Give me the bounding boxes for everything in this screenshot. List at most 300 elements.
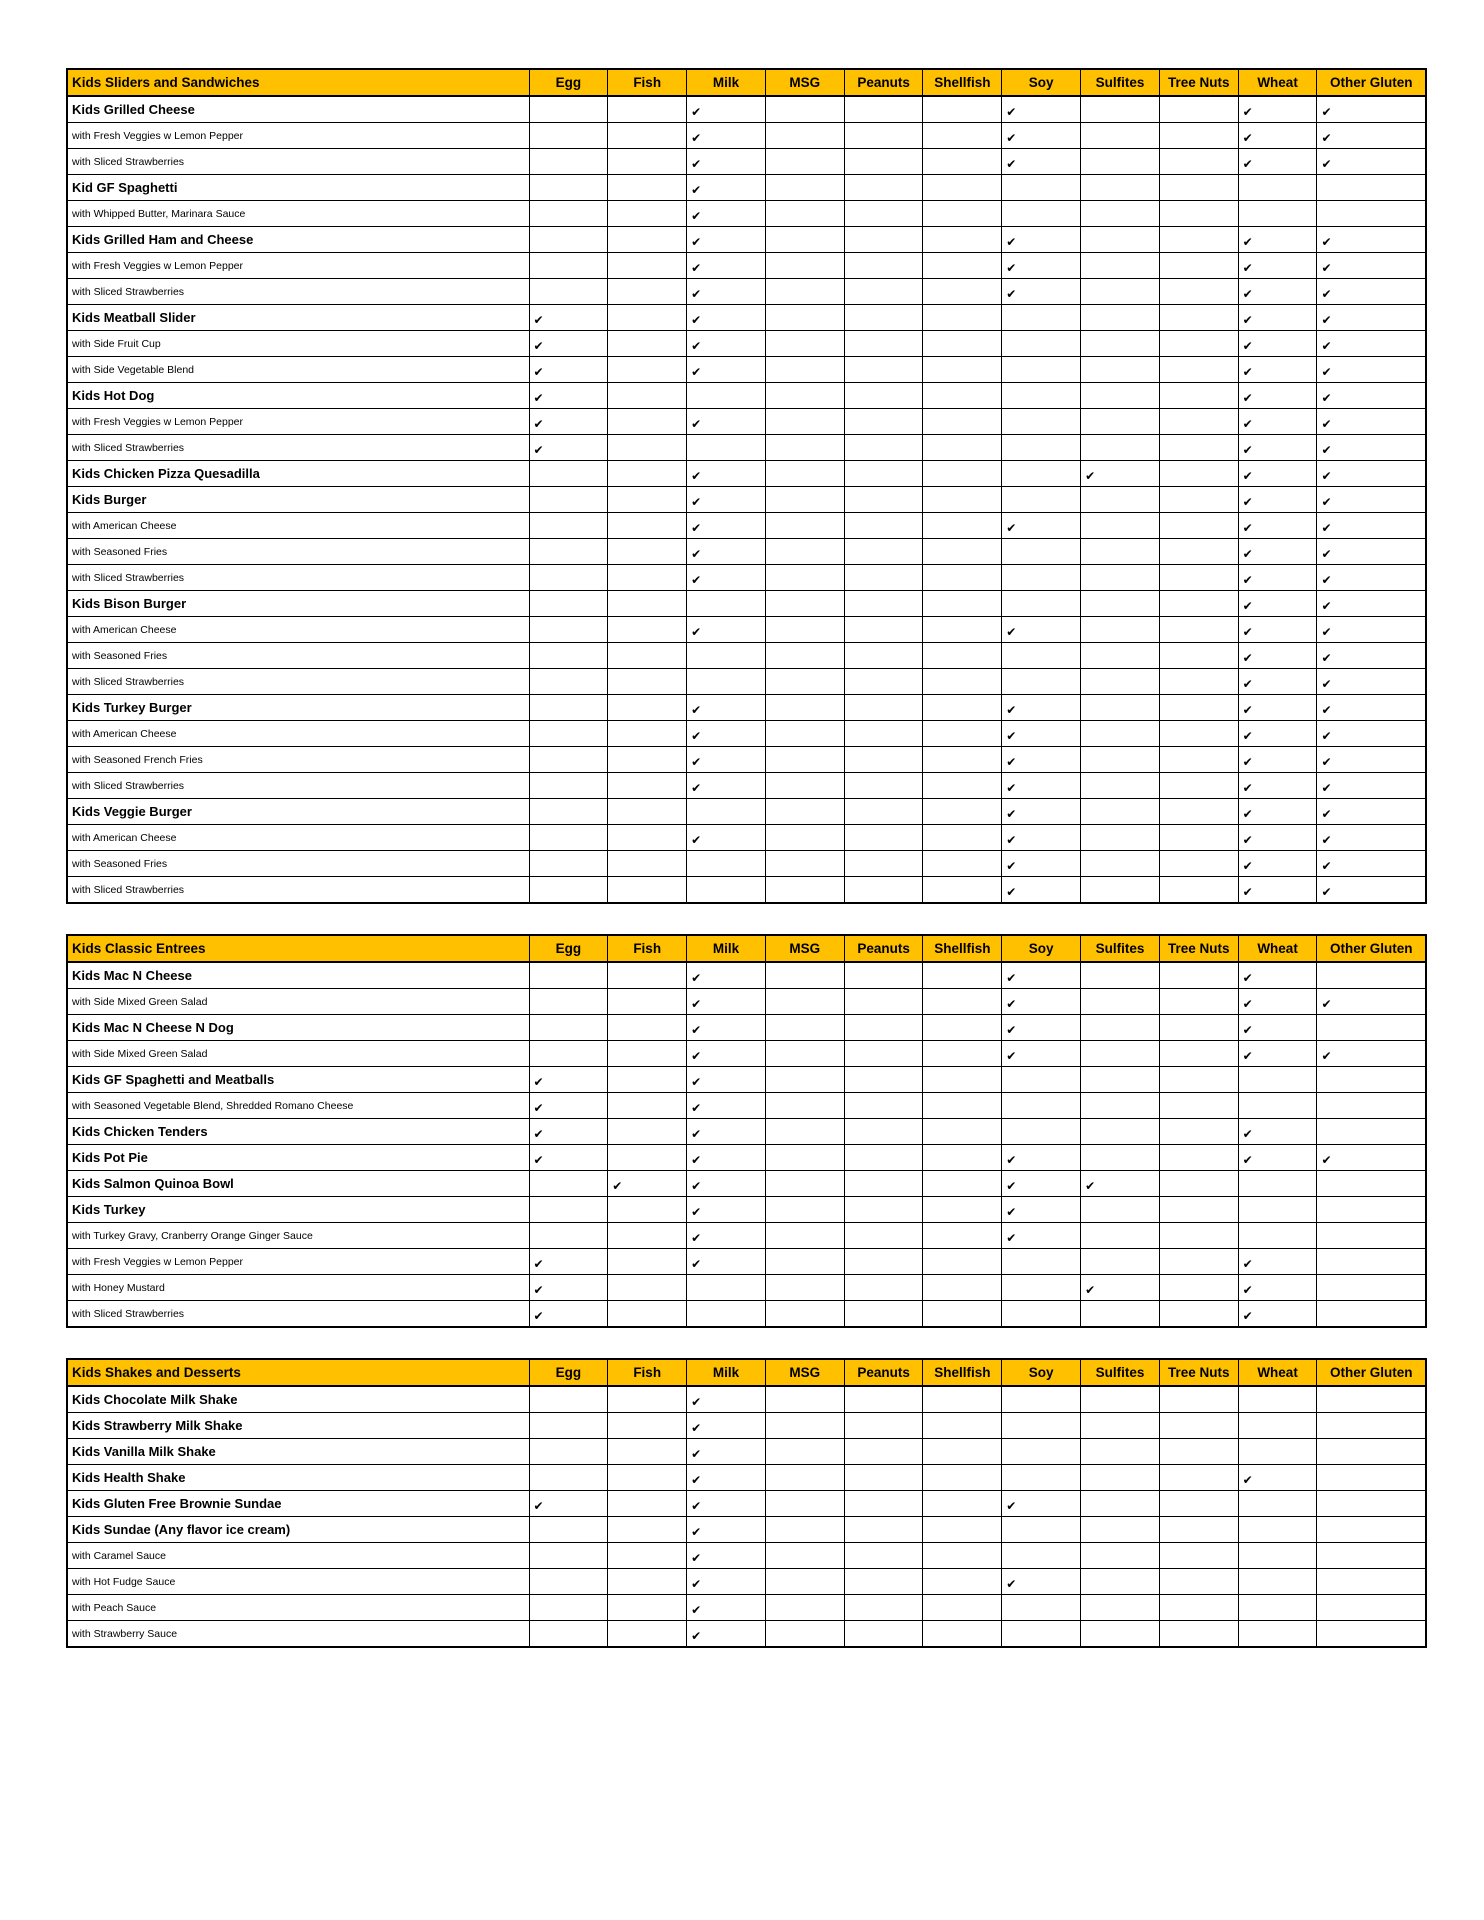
menu-item-name: Kids Pot Pie: [67, 1145, 529, 1171]
allergen-cell: [1317, 643, 1426, 669]
allergen-cell: [608, 1595, 687, 1621]
allergen-cell: [1317, 1197, 1426, 1223]
allergen-cell: [1159, 96, 1238, 123]
allergen-cell: [844, 331, 923, 357]
allergen-cell: [1002, 1119, 1081, 1145]
allergen-cell: [844, 1595, 923, 1621]
check-icon: ✔: [1321, 390, 1332, 405]
allergen-cell: [1317, 227, 1426, 253]
check-icon: ✔: [533, 1498, 544, 1513]
column-header: Peanuts: [844, 69, 923, 96]
check-icon: ✔: [691, 702, 702, 717]
check-icon: ✔: [1321, 546, 1332, 561]
allergen-cell: [923, 1067, 1002, 1093]
allergen-cell: [1238, 1015, 1317, 1041]
allergen-cell: [844, 695, 923, 721]
allergen-cell: [529, 799, 608, 825]
allergen-cell: [687, 1569, 766, 1595]
menu-item-name: with Caramel Sauce: [67, 1543, 529, 1569]
allergen-cell: [1238, 279, 1317, 305]
check-icon: ✔: [1321, 884, 1332, 899]
allergen-cell: [844, 357, 923, 383]
allergen-cell: [765, 747, 844, 773]
allergen-cell: [844, 1465, 923, 1491]
check-icon: ✔: [1321, 624, 1332, 639]
column-header: Shellfish: [923, 935, 1002, 962]
table-header-row: [67, 69, 1426, 96]
allergen-cell: [923, 383, 1002, 409]
menu-item-name: Kids Turkey Burger: [67, 695, 529, 721]
allergen-cell: [765, 357, 844, 383]
menu-item-name: Kids Veggie Burger: [67, 799, 529, 825]
allergen-cell: [529, 435, 608, 461]
allergen-cell: [529, 305, 608, 331]
check-icon: ✔: [1006, 1204, 1017, 1219]
allergen-cell: [687, 357, 766, 383]
allergen-cell: [844, 383, 923, 409]
allergen-cell: [923, 461, 1002, 487]
allergen-cell: [1159, 721, 1238, 747]
allergen-cell: [529, 123, 608, 149]
column-header: MSG: [765, 935, 844, 962]
allergen-cell: [765, 201, 844, 227]
check-icon: ✔: [1242, 234, 1253, 249]
check-icon: ✔: [1242, 312, 1253, 327]
table-row: [67, 96, 1426, 123]
allergen-cell: [923, 565, 1002, 591]
allergen-cell: [1002, 1223, 1081, 1249]
allergen-cell: [687, 253, 766, 279]
allergen-cell: [923, 1171, 1002, 1197]
allergen-cell: [1238, 1465, 1317, 1491]
allergen-cell: [765, 1197, 844, 1223]
column-header: Milk: [687, 69, 766, 96]
allergen-cell: [1159, 1465, 1238, 1491]
allergen-cell: [687, 1621, 766, 1648]
check-icon: ✔: [1242, 650, 1253, 665]
allergen-cell: [529, 96, 608, 123]
allergen-cell: [844, 513, 923, 539]
check-icon: ✔: [691, 520, 702, 535]
allergen-cell: [844, 1093, 923, 1119]
check-icon: ✔: [691, 1022, 702, 1037]
column-header: Other Gluten: [1317, 935, 1426, 962]
check-icon: ✔: [1321, 338, 1332, 353]
menu-item-name: with Side Mixed Green Salad: [67, 1041, 529, 1067]
allergen-cell: [1159, 409, 1238, 435]
table-row: [67, 305, 1426, 331]
allergen-cell: [765, 1465, 844, 1491]
allergen-cell: [1317, 1491, 1426, 1517]
allergen-cell: [1081, 1015, 1160, 1041]
column-header: Fish: [608, 69, 687, 96]
allergen-cell: [1317, 1569, 1426, 1595]
allergen-cell: [1159, 331, 1238, 357]
check-icon: ✔: [691, 728, 702, 743]
allergen-cell: [1317, 1595, 1426, 1621]
allergen-cell: [765, 962, 844, 989]
allergen-cell: [1002, 383, 1081, 409]
allergen-cell: [529, 1595, 608, 1621]
table-row: [67, 279, 1426, 305]
allergen-cell: [529, 1543, 608, 1569]
allergen-cell: [765, 773, 844, 799]
column-header: Peanuts: [844, 935, 923, 962]
allergen-cell: [844, 1197, 923, 1223]
allergen-cell: [923, 825, 1002, 851]
allergen-cell: [1002, 487, 1081, 513]
table-row: [67, 1275, 1426, 1301]
allergen-cell: [923, 617, 1002, 643]
column-header: Tree Nuts: [1159, 69, 1238, 96]
allergen-cell: [1081, 825, 1160, 851]
check-icon: ✔: [533, 416, 544, 431]
allergen-cell: [1317, 1015, 1426, 1041]
allergen-cell: [1002, 1093, 1081, 1119]
column-header: Soy: [1002, 935, 1081, 962]
allergen-cell: [529, 825, 608, 851]
allergen-cell: [1081, 1197, 1160, 1223]
allergen-cell: [1159, 669, 1238, 695]
allergen-cell: [1081, 1249, 1160, 1275]
check-icon: ✔: [691, 1204, 702, 1219]
check-icon: ✔: [1085, 1282, 1096, 1297]
allergen-cell: [529, 1197, 608, 1223]
allergen-cell: [1159, 799, 1238, 825]
allergen-cell: [765, 1413, 844, 1439]
allergen-cell: [1081, 409, 1160, 435]
allergen-cell: [844, 435, 923, 461]
allergen-cell: [1081, 1223, 1160, 1249]
allergen-cell: [844, 1067, 923, 1093]
allergen-cell: [1317, 1249, 1426, 1275]
allergen-cell: [923, 1569, 1002, 1595]
allergen-cell: [844, 1413, 923, 1439]
check-icon: ✔: [691, 832, 702, 847]
column-header: Tree Nuts: [1159, 1359, 1238, 1386]
allergen-cell: [687, 279, 766, 305]
allergen-cell: [1002, 721, 1081, 747]
allergen-cell: [1238, 1595, 1317, 1621]
allergen-cell: [1081, 227, 1160, 253]
table-row: [67, 1197, 1426, 1223]
allergen-cell: [1238, 1067, 1317, 1093]
allergen-cell: [844, 877, 923, 904]
allergen-cell: [1081, 1595, 1160, 1621]
check-icon: ✔: [1006, 702, 1017, 717]
allergen-cell: [1002, 962, 1081, 989]
allergen-cell: [923, 695, 1002, 721]
table-row: [67, 1543, 1426, 1569]
column-header: Fish: [608, 935, 687, 962]
menu-item-name: with Strawberry Sauce: [67, 1621, 529, 1648]
check-icon: ✔: [691, 1602, 702, 1617]
allergen-cell: [1081, 96, 1160, 123]
allergen-cell: [529, 279, 608, 305]
allergen-cell: [687, 851, 766, 877]
allergen-cell: [608, 1569, 687, 1595]
check-icon: ✔: [533, 1308, 544, 1323]
table-row: [67, 1595, 1426, 1621]
check-icon: ✔: [1242, 442, 1253, 457]
allergen-cell: [1317, 1171, 1426, 1197]
allergen-cell: [687, 1275, 766, 1301]
allergen-cell: [1317, 773, 1426, 799]
check-icon: ✔: [1242, 858, 1253, 873]
check-icon: ✔: [691, 234, 702, 249]
allergen-cell: [765, 1301, 844, 1328]
check-icon: ✔: [1242, 130, 1253, 145]
check-icon: ✔: [1242, 1256, 1253, 1271]
allergen-cell: [1002, 1491, 1081, 1517]
allergen-cell: [529, 1569, 608, 1595]
allergen-cell: [844, 123, 923, 149]
allergen-cell: [923, 149, 1002, 175]
table-row: [67, 1569, 1426, 1595]
allergen-cell: [1238, 1093, 1317, 1119]
allergen-cell: [1159, 201, 1238, 227]
allergen-cell: [1002, 1197, 1081, 1223]
allergen-cell: [1002, 617, 1081, 643]
allergen-cell: [1002, 1413, 1081, 1439]
menu-item-name: with Seasoned Fries: [67, 643, 529, 669]
menu-item-name: with Seasoned Fries: [67, 851, 529, 877]
check-icon: ✔: [1242, 806, 1253, 821]
table-row: [67, 383, 1426, 409]
allergen-cell: [1159, 1301, 1238, 1328]
check-icon: ✔: [1242, 676, 1253, 691]
allergen-cell: [844, 962, 923, 989]
check-icon: ✔: [1321, 156, 1332, 171]
check-icon: ✔: [1006, 832, 1017, 847]
allergen-cell: [923, 1301, 1002, 1328]
allergen-cell: [529, 877, 608, 904]
allergen-cell: [844, 617, 923, 643]
allergen-cell: [1317, 383, 1426, 409]
check-icon: ✔: [691, 260, 702, 275]
allergen-cell: [844, 279, 923, 305]
allergen-cell: [687, 227, 766, 253]
allergen-cell: [1159, 1223, 1238, 1249]
allergen-cell: [1159, 565, 1238, 591]
check-icon: ✔: [691, 494, 702, 509]
allergen-cell: [1002, 591, 1081, 617]
table-row: [67, 1517, 1426, 1543]
allergen-cell: [1317, 1119, 1426, 1145]
allergen-cell: [1081, 539, 1160, 565]
allergen-cell: [687, 669, 766, 695]
allergen-cell: [844, 1119, 923, 1145]
allergen-cell: [1081, 695, 1160, 721]
check-icon: ✔: [1242, 780, 1253, 795]
column-header: Soy: [1002, 1359, 1081, 1386]
allergen-cell: [608, 773, 687, 799]
allergen-cell: [608, 1491, 687, 1517]
check-icon: ✔: [691, 780, 702, 795]
column-header: Milk: [687, 1359, 766, 1386]
check-icon: ✔: [1321, 286, 1332, 301]
allergen-cell: [687, 201, 766, 227]
allergen-cell: [1002, 565, 1081, 591]
table-row: [67, 1171, 1426, 1197]
menu-item-name: Kids Burger: [67, 487, 529, 513]
allergen-cell: [1081, 1301, 1160, 1328]
allergen-cell: [608, 1223, 687, 1249]
column-header: Sulfites: [1081, 1359, 1160, 1386]
check-icon: ✔: [1242, 390, 1253, 405]
check-icon: ✔: [691, 1100, 702, 1115]
menu-item-name: with Fresh Veggies w Lemon Pepper: [67, 409, 529, 435]
allergen-cell: [1317, 877, 1426, 904]
table-row: [67, 591, 1426, 617]
allergen-cell: [687, 305, 766, 331]
table-row: [67, 669, 1426, 695]
allergen-cell: [1238, 331, 1317, 357]
allergen-cell: [1238, 1517, 1317, 1543]
allergen-cell: [687, 773, 766, 799]
allergen-cell: [765, 1543, 844, 1569]
allergen-cell: [529, 1119, 608, 1145]
allergen-cell: [1238, 1223, 1317, 1249]
allergen-cell: [1317, 989, 1426, 1015]
allergen-cell: [1238, 799, 1317, 825]
check-icon: ✔: [1006, 624, 1017, 639]
allergen-cell: [1159, 747, 1238, 773]
check-icon: ✔: [1006, 806, 1017, 821]
check-icon: ✔: [691, 572, 702, 587]
table-row: [67, 1223, 1426, 1249]
table-row: [67, 1145, 1426, 1171]
allergen-cell: [1238, 357, 1317, 383]
allergen-cell: [1002, 695, 1081, 721]
allergen-cell: [1238, 149, 1317, 175]
check-icon: ✔: [1006, 1178, 1017, 1193]
check-icon: ✔: [1242, 494, 1253, 509]
allergen-cell: [687, 461, 766, 487]
check-icon: ✔: [691, 1178, 702, 1193]
allergen-cell: [1317, 305, 1426, 331]
allergen-cell: [844, 1491, 923, 1517]
check-icon: ✔: [1321, 780, 1332, 795]
column-header: Tree Nuts: [1159, 935, 1238, 962]
check-icon: ✔: [1006, 728, 1017, 743]
allergen-cell: [1002, 96, 1081, 123]
column-header: Fish: [608, 1359, 687, 1386]
allergen-cell: [1002, 461, 1081, 487]
allergen-cell: [1159, 1093, 1238, 1119]
allergen-cell: [1081, 435, 1160, 461]
menu-item-name: with Sliced Strawberries: [67, 669, 529, 695]
menu-item-name: with American Cheese: [67, 825, 529, 851]
allergen-cell: [1238, 565, 1317, 591]
table-row: [67, 253, 1426, 279]
allergen-cell: [1081, 175, 1160, 201]
allergen-cell: [1002, 1386, 1081, 1413]
allergen-cell: [1317, 175, 1426, 201]
allergen-cell: [687, 1413, 766, 1439]
allergen-cell: [1002, 1517, 1081, 1543]
allergen-cell: [765, 383, 844, 409]
menu-item-name: Kids Mac N Cheese: [67, 962, 529, 989]
section-title: Kids Sliders and Sandwiches: [67, 69, 529, 96]
column-header: Shellfish: [923, 69, 1002, 96]
allergen-cell: [923, 1413, 1002, 1439]
allergen-cell: [1002, 513, 1081, 539]
check-icon: ✔: [1321, 754, 1332, 769]
check-icon: ✔: [1242, 1126, 1253, 1141]
allergen-cell: [844, 643, 923, 669]
check-icon: ✔: [533, 1100, 544, 1115]
allergen-cell: [529, 461, 608, 487]
allergen-cell: [1081, 591, 1160, 617]
table-row: [67, 1491, 1426, 1517]
allergen-cell: [1317, 253, 1426, 279]
menu-item-name: with Sliced Strawberries: [67, 1301, 529, 1328]
allergen-cell: [1159, 643, 1238, 669]
menu-item-name: Kids Mac N Cheese N Dog: [67, 1015, 529, 1041]
allergen-cell: [608, 253, 687, 279]
check-icon: ✔: [533, 364, 544, 379]
check-icon: ✔: [533, 390, 544, 405]
allergen-cell: [1238, 1145, 1317, 1171]
menu-item-name: with Hot Fudge Sauce: [67, 1569, 529, 1595]
allergen-cell: [1159, 851, 1238, 877]
allergen-cell: [1238, 539, 1317, 565]
table-row: [67, 331, 1426, 357]
allergen-cell: [844, 825, 923, 851]
allergen-cell: [608, 96, 687, 123]
allergen-cell: [1159, 1249, 1238, 1275]
menu-item-name: with American Cheese: [67, 617, 529, 643]
check-icon: ✔: [691, 1498, 702, 1513]
allergen-cell: [844, 747, 923, 773]
table-row: [67, 565, 1426, 591]
allergen-cell: [844, 409, 923, 435]
allergen-cell: [1002, 643, 1081, 669]
allergen-cell: [1317, 539, 1426, 565]
column-header: Soy: [1002, 69, 1081, 96]
allergen-cell: [529, 1301, 608, 1328]
menu-item-name: with Seasoned Vegetable Blend, Shredded Romano Cheese: [67, 1093, 529, 1119]
allergen-cell: [844, 1569, 923, 1595]
allergen-cell: [1317, 721, 1426, 747]
allergen-cell: [1002, 435, 1081, 461]
allergen-cell: [765, 513, 844, 539]
check-icon: ✔: [1006, 130, 1017, 145]
table-header-row: [67, 935, 1426, 962]
allergen-cell: [923, 1093, 1002, 1119]
allergen-cell: [1317, 513, 1426, 539]
menu-item-name: with Honey Mustard: [67, 1275, 529, 1301]
allergen-cell: [765, 1067, 844, 1093]
table-row: [67, 747, 1426, 773]
allergen-cell: [1159, 435, 1238, 461]
allergen-table: [66, 1358, 1427, 1648]
allergen-cell: [608, 1197, 687, 1223]
allergen-cell: [1159, 989, 1238, 1015]
menu-item-name: with Sliced Strawberries: [67, 877, 529, 904]
table-row: [67, 695, 1426, 721]
allergen-cell: [608, 461, 687, 487]
allergen-cell: [1002, 851, 1081, 877]
allergen-cell: [1081, 305, 1160, 331]
check-icon: ✔: [1242, 364, 1253, 379]
check-icon: ✔: [691, 996, 702, 1011]
allergen-cell: [1081, 331, 1160, 357]
allergen-cell: [687, 487, 766, 513]
check-icon: ✔: [691, 1576, 702, 1591]
allergen-cell: [1159, 357, 1238, 383]
